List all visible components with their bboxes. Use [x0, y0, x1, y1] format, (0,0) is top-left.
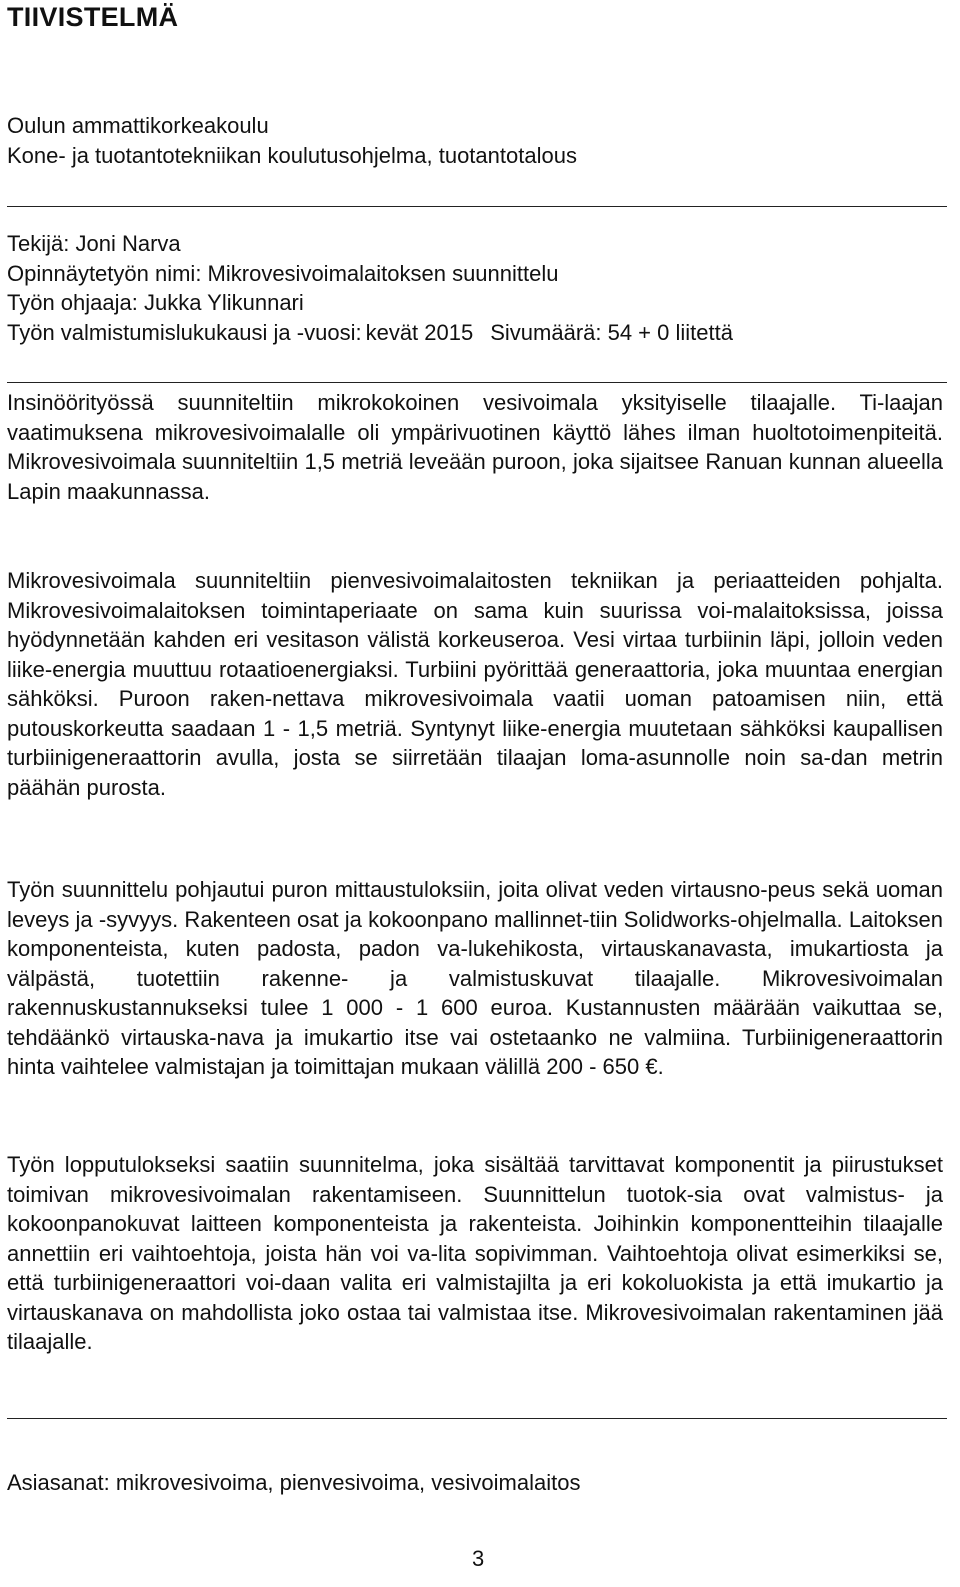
divider-top: [7, 206, 947, 207]
school-name: Oulun ammattikorkeakoulu: [7, 113, 269, 138]
keywords-line: Asiasanat: mikrovesivoima, pienvesivoima, vesivoimalaitos: [7, 1470, 581, 1495]
abstract-paragraph-1: Insinöörityössä suunniteltiin mikrokokoinen vesivoimala yksityiselle tilaajalle. Ti-laajan vaatimuksena mikrovesivoimalalle oli ympärivuotinen käyttö lähes ilman huoltotoimenpiteitä. Mikrovesivoimala suunniteltiin 1,5 metriä leveään puroon, joka sijaitsee Ranuan kunnan alueella Lapin maakunnassa.: [7, 390, 943, 504]
page-count: Sivumäärä: 54 + 0 liitettä: [490, 319, 733, 345]
divider-bottom: [7, 1418, 947, 1419]
abstract-paragraph-3: Työn suunnittelu pohjautui puron mittaustuloksiin, joita olivat veden virtausno-peus sekä uoman leveys ja -syvyys. Rakenteen osat ja kokoonpano mallinnet-tiin Solidworks-ohjelmalla. Laitoksen komponenteista, kuten padosta, padon va-lukehikosta, virtauskanavasta, imukartiosta ja välpästä, tuotettiin rakenne- ja valmistuskuvat tilaajalle. Mikrovesivoimalan rakennuskustannukseksi tulee 1 000 - 1 600 euroa. Kustannusten määrään vaikuttaa se, tehdäänkö virtauska-nava ja imukartio itse vai ostetaanko ne valmiina. Turbiinigeneraattorin hinta vaihtelee valmistajan ja toimittajan mukaan välillä 200 - 650 €.: [7, 877, 943, 1079]
page-title: TIIVISTELMÄ: [7, 2, 179, 32]
institution-block: [7, 111, 577, 170]
supervisor-line: Työn ohjaaja: Jukka Ylikunnari: [7, 290, 304, 315]
thesis-title-line: Opinnäytetyön nimi: Mikrovesivoimalaitoksen suunnittelu: [7, 260, 559, 286]
page-number: 3: [472, 1546, 485, 1571]
completion-label: Työn valmistumislukukausi ja -vuosi:: [7, 319, 362, 345]
degree-programme: Kone- ja tuotantotekniikan koulutusohjelma, tuotantotalous: [7, 142, 577, 168]
abstract-paragraph-4: Työn lopputulokseksi saatiin suunnitelma, joka sisältää tarvittavat komponentit ja piirustukset toimivan mikrovesivoimalan rakentamiseen. Suunnittelun tuotok-sia ovat valmistus- ja kokoonpanokuvat laitteen komponenteista ja rakenteista. Joihinkin komponentteihin tilaajalle annettiin eri vaihtoehtoja, joista hän voi va-lita sopivimman. Vaihtoehtoja olivat esimerkiksi se, että turbiinigeneraattori voi-daan valita eri valmistajilta ja eri kokoluokista ja että imukartio ja virtauskanava on mahdollista joko ostaa tai valmistaa itse. Mikrovesivoimalan rakentaminen jää tilaajalle.: [7, 1152, 943, 1354]
completion-value: kevät 2015: [365, 319, 474, 345]
divider-middle: [7, 382, 947, 383]
thesis-info-block: [7, 229, 733, 347]
author-line: Tekijä: Joni Narva: [7, 231, 181, 256]
completion-line: [7, 318, 733, 348]
keywords-block: [7, 1468, 580, 1498]
abstract-paragraph-2: Mikrovesivoimala suunniteltiin pienvesivoimalaitosten tekniikan ja periaatteiden pohjalta. Mikrovesivoimalaitoksen toimintaperiaate on sama kuin suurissa voi-malaitoksissa, joissa hyödynnetään kahden eri vesitason välistä korkeuseroa. Vesi virtaa turbiinin läpi, jolloin veden liike-energia muuttuu rotaatioenergiaksi. Turbiini pyörittää generaattoria, joka muuntaa energian sähköksi. Puroon raken-nettava mikrovesivoimala vaatii uoman patoamisen niin, että putouskorkeutta saadaan 1 - 1,5 metriä. Syntynyt liike-energia muutetaan sähköksi kaupallisen turbiinigeneraattorin avulla, josta se siirretään tilaajan loma-asunnolle noin sa-dan metrin päähän purosta.: [7, 568, 943, 800]
